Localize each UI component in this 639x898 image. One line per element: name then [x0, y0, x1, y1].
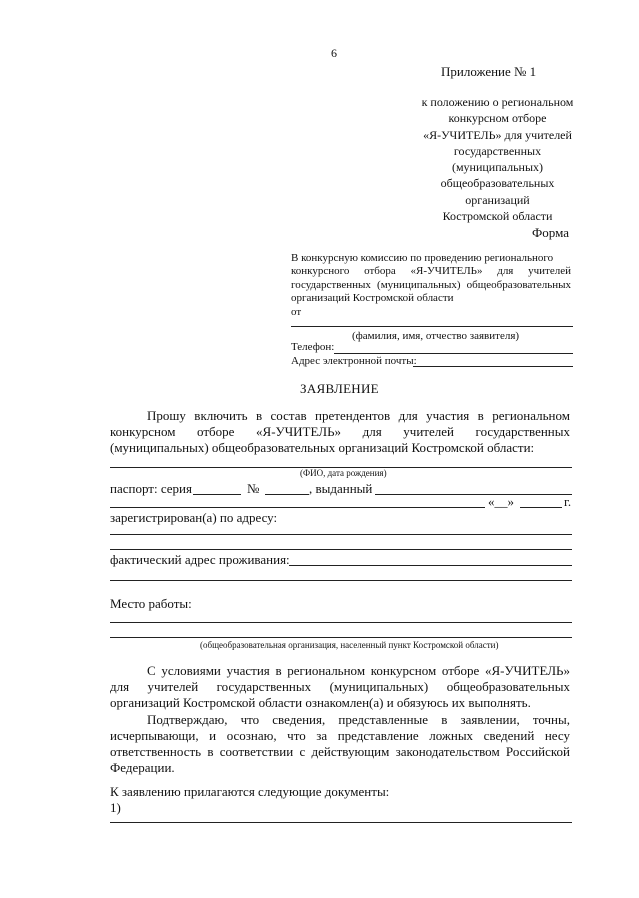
- workplace-input[interactable]: [110, 622, 572, 623]
- passport-date-day: «__»: [488, 494, 514, 509]
- page-number: 6: [331, 46, 337, 60]
- request-line: конкурсном отборе «Я-УЧИТЕЛЬ» для учителей государственных: [110, 424, 570, 439]
- attachments-label: К заявлению прилагаются следующие документы:: [110, 784, 390, 799]
- passport-number-label: №: [247, 481, 260, 496]
- appendix-line: организаций: [465, 192, 530, 207]
- actual-address-label: фактический адрес проживания:: [110, 552, 290, 567]
- addressee-from: от: [291, 305, 302, 318]
- consent-line: С условиями участия в региональном конкурсном отборе «Я-УЧИТЕЛЬ»: [147, 663, 570, 678]
- phone-label: Телефон:: [291, 341, 335, 353]
- passport-issued-label: , выданный: [309, 481, 373, 496]
- passport-year-suffix: г.: [564, 494, 572, 509]
- actual-address-input-2[interactable]: [110, 580, 572, 581]
- appendix-block: [400, 94, 595, 224]
- fio-dob-caption: (ФИО, дата рождения): [300, 468, 387, 478]
- form-label: Форма: [532, 225, 569, 240]
- passport-issued-input-2[interactable]: [110, 507, 485, 508]
- passport-issued-input[interactable]: [375, 494, 572, 495]
- workplace-caption: (общеобразовательная организация, населенный пункт Костромской области): [200, 640, 499, 650]
- consent-line: организаций Костромской области ознакомлен(а) и обязуюсь их выполнять.: [110, 695, 531, 710]
- workplace-label: Место работы:: [110, 596, 192, 611]
- attachment-input-1[interactable]: [110, 822, 572, 823]
- appendix-line: общеобразовательных: [440, 176, 555, 191]
- email-input-line[interactable]: [413, 366, 573, 367]
- passport-date-input[interactable]: [520, 507, 562, 508]
- addressee-block: [291, 252, 571, 319]
- registered-address-input[interactable]: [110, 534, 572, 535]
- request-line: (муниципальных) общеобразовательных организаций Костромской области:: [110, 440, 535, 455]
- document-title: ЗАЯВЛЕНИЕ: [300, 381, 379, 396]
- confirm-line: ответственность в соответствии с действующим законодательством Российской: [110, 744, 570, 759]
- passport-series-input[interactable]: [193, 494, 241, 495]
- passport-series-label: паспорт: серия: [110, 481, 192, 496]
- appendix-line: государственных: [453, 143, 542, 158]
- request-line: Прошу включить в состав претендентов для участия в региональном: [147, 408, 570, 423]
- appendix-line: конкурсном отборе: [448, 111, 547, 126]
- workplace-input-2[interactable]: [110, 637, 572, 638]
- confirm-line: Подтверждаю, что сведения, представленные в заявлении, точны,: [147, 712, 570, 727]
- addressee-line: организаций Костромской области: [291, 292, 454, 305]
- passport-number-input[interactable]: [265, 494, 309, 495]
- actual-address-input[interactable]: [289, 565, 572, 566]
- fio-input-line[interactable]: [291, 326, 573, 327]
- confirm-line: исчерпывающи, и осознаю, что за представление ложных сведений несу: [110, 728, 570, 743]
- fio-caption: (фамилия, имя, отчество заявителя): [352, 330, 520, 342]
- addressee-line: государственных (муниципальных) общеобразовательных: [291, 278, 571, 291]
- appendix-line: (муниципальных): [451, 160, 544, 175]
- appendix-line: «Я-УЧИТЕЛЬ» для учителей: [423, 127, 572, 142]
- appendix-title: Приложение № 1: [441, 64, 537, 79]
- appendix-line: Костромской области: [442, 209, 553, 224]
- addressee-line: В конкурсную комиссию по проведению регионального: [291, 252, 554, 264]
- email-label: Адрес электронной почты:: [291, 355, 417, 367]
- registered-label: зарегистрирован(а) по адресу:: [110, 510, 278, 525]
- confirm-line: Федерации.: [110, 760, 175, 775]
- phone-input-line[interactable]: [334, 353, 573, 354]
- attachment-item-1: 1): [110, 800, 121, 815]
- appendix-line: к положению о региональном: [421, 95, 574, 109]
- registered-address-input-2[interactable]: [110, 549, 572, 550]
- addressee-line: конкурсного отбора «Я-УЧИТЕЛЬ» для учителей: [291, 265, 571, 278]
- consent-line: для учителей государственных (муниципальных) общеобразовательных: [110, 679, 570, 694]
